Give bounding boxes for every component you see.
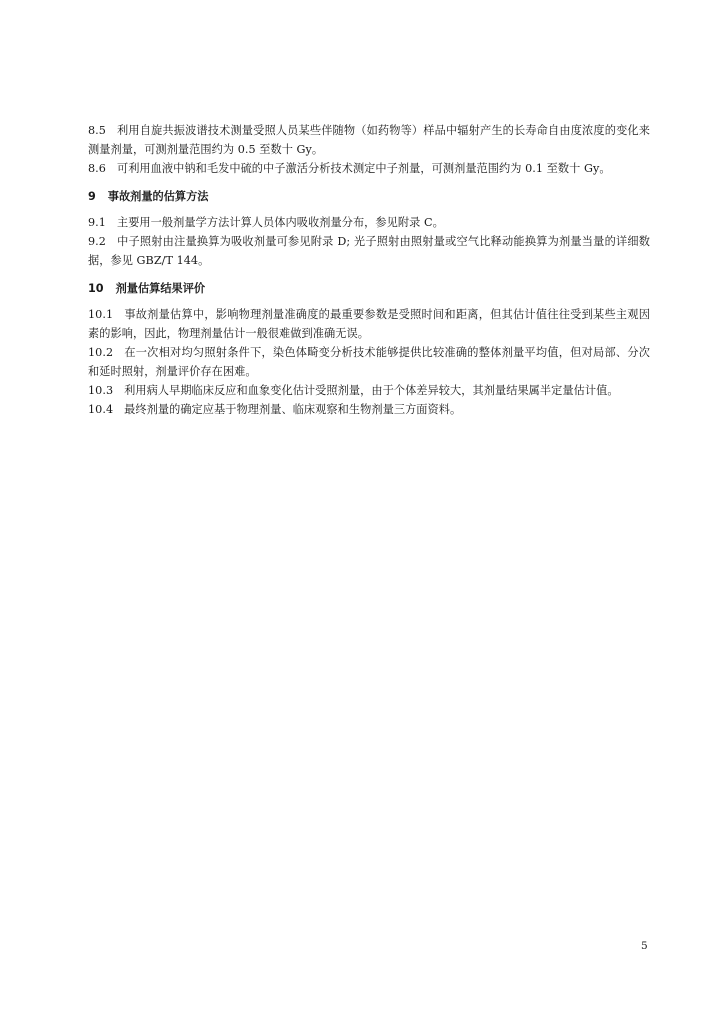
clause-8-6 xyxy=(88,159,650,178)
clause-number: 10.1 xyxy=(88,308,114,321)
clause-text: 主要用一般剂量学方法计算人员体内吸收剂量分布，参见附录 C。 xyxy=(116,216,444,229)
section-10-heading xyxy=(88,279,650,298)
clause-text: 可利用血液中钠和毛发中硫的中子激活分析技术测定中子剂量，可测剂量范围约为 0.1 至数十 Gy。 xyxy=(116,162,611,175)
page-number: 5 xyxy=(641,940,648,952)
clause-number: 10.2 xyxy=(88,346,114,359)
clause-10-3 xyxy=(88,381,650,400)
clause-text: 在一次相对均匀照射条件下，染色体畸变分析技术能够提供比较准确的整体剂量平均值，但对局部、分次和延时照射，剂量评价存在困难。 xyxy=(88,346,650,378)
clause-number: 9.2 xyxy=(88,235,106,248)
clause-9-1 xyxy=(88,213,650,232)
clause-text: 利用病人早期临床反应和血象变化估计受照剂量，由于个体差异较大，其剂量结果属半定量估计值。 xyxy=(124,384,619,397)
section-number: 10 xyxy=(88,282,104,295)
clause-9-2 xyxy=(88,232,650,270)
clause-text: 最终剂量的确定应基于物理剂量、临床观察和生物剂量三方面资料。 xyxy=(124,403,462,416)
clause-number: 10.4 xyxy=(88,403,114,416)
section-title: 剂量估算结果评价 xyxy=(115,282,206,295)
clause-number: 10.3 xyxy=(88,384,114,397)
clause-number: 8.6 xyxy=(88,162,106,175)
clause-8-5 xyxy=(88,121,650,159)
clause-text: 中子照射由注量换算为吸收剂量可参见附录 D; 光子照射由照射量或空气比释动能换算为剂量当量的详细数据，参见 GBZ/T 144。 xyxy=(88,235,650,267)
clause-10-4 xyxy=(88,400,650,419)
clause-10-2 xyxy=(88,343,650,381)
page-content xyxy=(88,121,650,419)
clause-10-1 xyxy=(88,305,650,343)
clause-number: 8.5 xyxy=(88,124,106,137)
clause-text: 事故剂量估算中，影响物理剂量准确度的最重要参数是受照时间和距离，但其估计值往往受到某些主观因素的影响，因此，物理剂量估计一般很难做到准确无误。 xyxy=(88,308,650,340)
section-9-heading xyxy=(88,187,650,206)
clause-text: 利用自旋共振波谱技术测量受照人员某些伴随物（如药物等）样品中辐射产生的长寿命自由度浓度的变化来测量剂量，可测剂量范围约为 0.5 至数十 Gy。 xyxy=(88,124,650,156)
clause-number: 9.1 xyxy=(88,216,106,229)
section-number: 9 xyxy=(88,190,96,203)
section-title: 事故剂量的估算方法 xyxy=(107,190,209,203)
